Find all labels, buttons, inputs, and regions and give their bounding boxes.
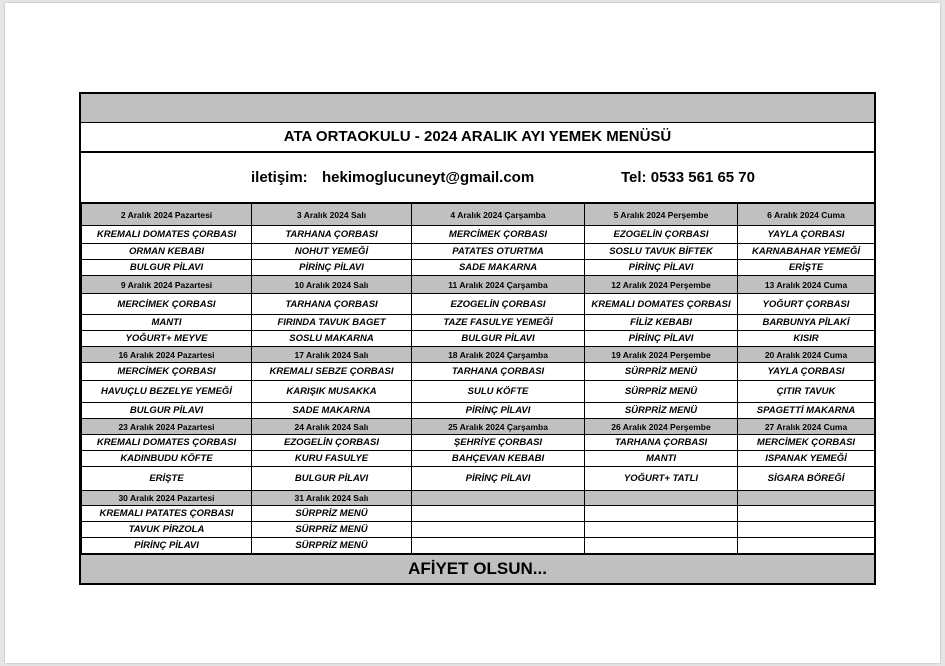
menu-item-cell: SOSLU MAKARNA [252,331,412,347]
menu-item-cell: SPAGETTİ MAKARNA [738,403,875,419]
menu-item-cell: ŞEHRİYE ÇORBASI [412,435,585,451]
day-date-cell: 11 Aralık 2024 Çarşamba [412,276,585,294]
day-date-cell: 25 Aralık 2024 Çarşamba [412,419,585,435]
menu-item-cell: SADE MAKARNA [412,260,585,276]
contact-row [81,153,874,203]
empty-cell [585,522,738,538]
menu-item-cell: KREMALI PATATES ÇORBASI [82,506,252,522]
menu-item-cell: FIRINDA TAVUK BAGET [252,315,412,331]
footer-banner: AFİYET OLSUN... [81,554,874,583]
menu-item-cell: ERİŞTE [82,467,252,491]
menu-item-cell: BULGUR PİLAVI [82,260,252,276]
menu-item-cell: FİLİZ KEBABI [585,315,738,331]
menu-item-cell: ORMAN KEBABI [82,244,252,260]
menu-item-cell: MANTI [82,315,252,331]
menu-item-row [82,435,875,451]
day-date-cell: 13 Aralık 2024 Cuma [738,276,875,294]
contact-label: iletişim: [251,169,308,186]
day-date-cell: 4 Aralık 2024 Çarşamba [412,204,585,226]
menu-item-cell: MANTI [585,451,738,467]
menu-item-cell: PİRİNÇ PİLAVI [585,331,738,347]
menu-item-cell: KURU FASULYE [252,451,412,467]
menu-item-cell: EZOGELİN ÇORBASI [585,226,738,244]
menu-item-cell: EZOGELİN ÇORBASI [412,294,585,315]
menu-item-row [82,244,875,260]
menu-item-cell: SÜRPRİZ MENÜ [252,538,412,554]
menu-item-cell: SULU KÖFTE [412,381,585,403]
menu-item-cell: TAVUK PİRZOLA [82,522,252,538]
menu-item-cell: MERCİMEK ÇORBASI [82,294,252,315]
header-band [81,94,874,123]
day-date-cell: 10 Aralık 2024 Salı [252,276,412,294]
empty-header-cell [585,491,738,506]
menu-item-cell: KREMALI SEBZE ÇORBASI [252,363,412,381]
menu-item-cell: YOĞURT ÇORBASI [738,294,875,315]
menu-item-row [82,451,875,467]
menu-item-cell: PİRİNÇ PİLAVI [252,260,412,276]
menu-item-cell: MERCİMEK ÇORBASI [738,435,875,451]
menu-item-cell: TARHANA ÇORBASI [412,363,585,381]
menu-item-cell: BAHÇEVAN KEBABI [412,451,585,467]
empty-cell [412,522,585,538]
week-header-row [82,347,875,363]
day-date-cell: 23 Aralık 2024 Pazartesi [82,419,252,435]
contact-phone: Tel: 0533 561 65 70 [621,169,755,186]
menu-item-cell: HAVUÇLU BEZELYE YEMEĞİ [82,381,252,403]
day-date-cell: 18 Aralık 2024 Çarşamba [412,347,585,363]
menu-item-cell: SİGARA BÖREĞİ [738,467,875,491]
menu-item-cell: YOĞURT+ MEYVE [82,331,252,347]
menu-item-row [82,522,875,538]
menu-item-row [82,331,875,347]
day-date-cell: 30 Aralık 2024 Pazartesi [82,491,252,506]
menu-item-cell: BARBUNYA PİLAKİ [738,315,875,331]
menu-item-cell: KARNABAHAR YEMEĞİ [738,244,875,260]
menu-item-cell: KARIŞIK MUSAKKA [252,381,412,403]
document-page [5,3,940,663]
menu-item-cell: TAZE FASULYE YEMEĞİ [412,315,585,331]
day-date-cell: 20 Aralık 2024 Cuma [738,347,875,363]
menu-item-row [82,467,875,491]
day-date-cell: 2 Aralık 2024 Pazartesi [82,204,252,226]
menu-item-cell: YOĞURT+ TATLI [585,467,738,491]
menu-item-cell: SOSLU TAVUK BİFTEK [585,244,738,260]
menu-item-cell: BULGUR PİLAVI [82,403,252,419]
menu-item-cell: MERCİMEK ÇORBASI [82,363,252,381]
menu-item-row [82,315,875,331]
menu-item-row [82,260,875,276]
menu-item-cell: EZOGELİN ÇORBASI [252,435,412,451]
menu-item-cell: PİRİNÇ PİLAVI [82,538,252,554]
menu-item-cell: BULGUR PİLAVI [252,467,412,491]
day-date-cell: 6 Aralık 2024 Cuma [738,204,875,226]
menu-title: ATA ORTAOKULU - 2024 ARALIK AYI YEMEK MENÜSÜ [81,123,874,153]
day-date-cell: 26 Aralık 2024 Perşembe [585,419,738,435]
menu-item-cell: SÜRPRİZ MENÜ [585,363,738,381]
menu-sheet [79,92,876,585]
empty-header-cell [412,491,585,506]
menu-item-cell: PATATES OTURTMA [412,244,585,260]
menu-item-row [82,381,875,403]
menu-item-cell: YAYLA ÇORBASI [738,226,875,244]
menu-item-cell: KISIR [738,331,875,347]
menu-table [81,203,875,554]
menu-item-cell: SÜRPRİZ MENÜ [252,522,412,538]
menu-item-cell: SÜRPRİZ MENÜ [585,381,738,403]
menu-item-cell: ÇITIR TAVUK [738,381,875,403]
empty-cell [412,538,585,554]
contact-email: hekimoglucuneyt@gmail.com [322,169,535,186]
menu-item-cell: SÜRPRİZ MENÜ [252,506,412,522]
day-date-cell: 19 Aralık 2024 Perşembe [585,347,738,363]
menu-item-cell: SÜRPRİZ MENÜ [585,403,738,419]
menu-item-cell: TARHANA ÇORBASI [252,294,412,315]
day-date-cell: 16 Aralık 2024 Pazartesi [82,347,252,363]
empty-cell [412,506,585,522]
day-date-cell: 24 Aralık 2024 Salı [252,419,412,435]
day-date-cell: 5 Aralık 2024 Perşembe [585,204,738,226]
empty-cell [585,506,738,522]
menu-item-cell: KREMALI DOMATES ÇORBASI [82,435,252,451]
menu-item-cell: MERCİMEK ÇORBASI [412,226,585,244]
empty-cell [738,538,875,554]
menu-item-cell: KREMALI DOMATES ÇORBASI [585,294,738,315]
menu-item-cell: PİRİNÇ PİLAVI [412,467,585,491]
menu-item-cell: KREMALI DOMATES ÇORBASI [82,226,252,244]
menu-item-row [82,538,875,554]
menu-item-row [82,363,875,381]
day-date-cell: 17 Aralık 2024 Salı [252,347,412,363]
week-header-row [82,491,875,506]
menu-item-cell: TARHANA ÇORBASI [585,435,738,451]
week-header-row [82,419,875,435]
empty-cell [738,506,875,522]
day-date-cell: 27 Aralık 2024 Cuma [738,419,875,435]
day-date-cell: 31 Aralık 2024 Salı [252,491,412,506]
week-header-row [82,276,875,294]
empty-cell [738,522,875,538]
menu-item-cell: KADINBUDU KÖFTE [82,451,252,467]
day-date-cell: 3 Aralık 2024 Salı [252,204,412,226]
menu-item-cell: NOHUT YEMEĞİ [252,244,412,260]
menu-item-cell: SADE MAKARNA [252,403,412,419]
menu-item-cell: ERİŞTE [738,260,875,276]
day-date-cell: 9 Aralık 2024 Pazartesi [82,276,252,294]
day-date-cell: 12 Aralık 2024 Perşembe [585,276,738,294]
menu-item-cell: YAYLA ÇORBASI [738,363,875,381]
menu-item-row [82,226,875,244]
menu-item-row [82,506,875,522]
menu-item-cell: TARHANA ÇORBASI [252,226,412,244]
menu-item-cell: PİRİNÇ PİLAVI [585,260,738,276]
week-header-row [82,204,875,226]
empty-cell [585,538,738,554]
menu-item-cell: BULGUR PİLAVI [412,331,585,347]
empty-header-cell [738,491,875,506]
menu-item-row [82,294,875,315]
menu-item-cell: PİRİNÇ PİLAVI [412,403,585,419]
menu-item-cell: ISPANAK YEMEĞİ [738,451,875,467]
menu-item-row [82,403,875,419]
